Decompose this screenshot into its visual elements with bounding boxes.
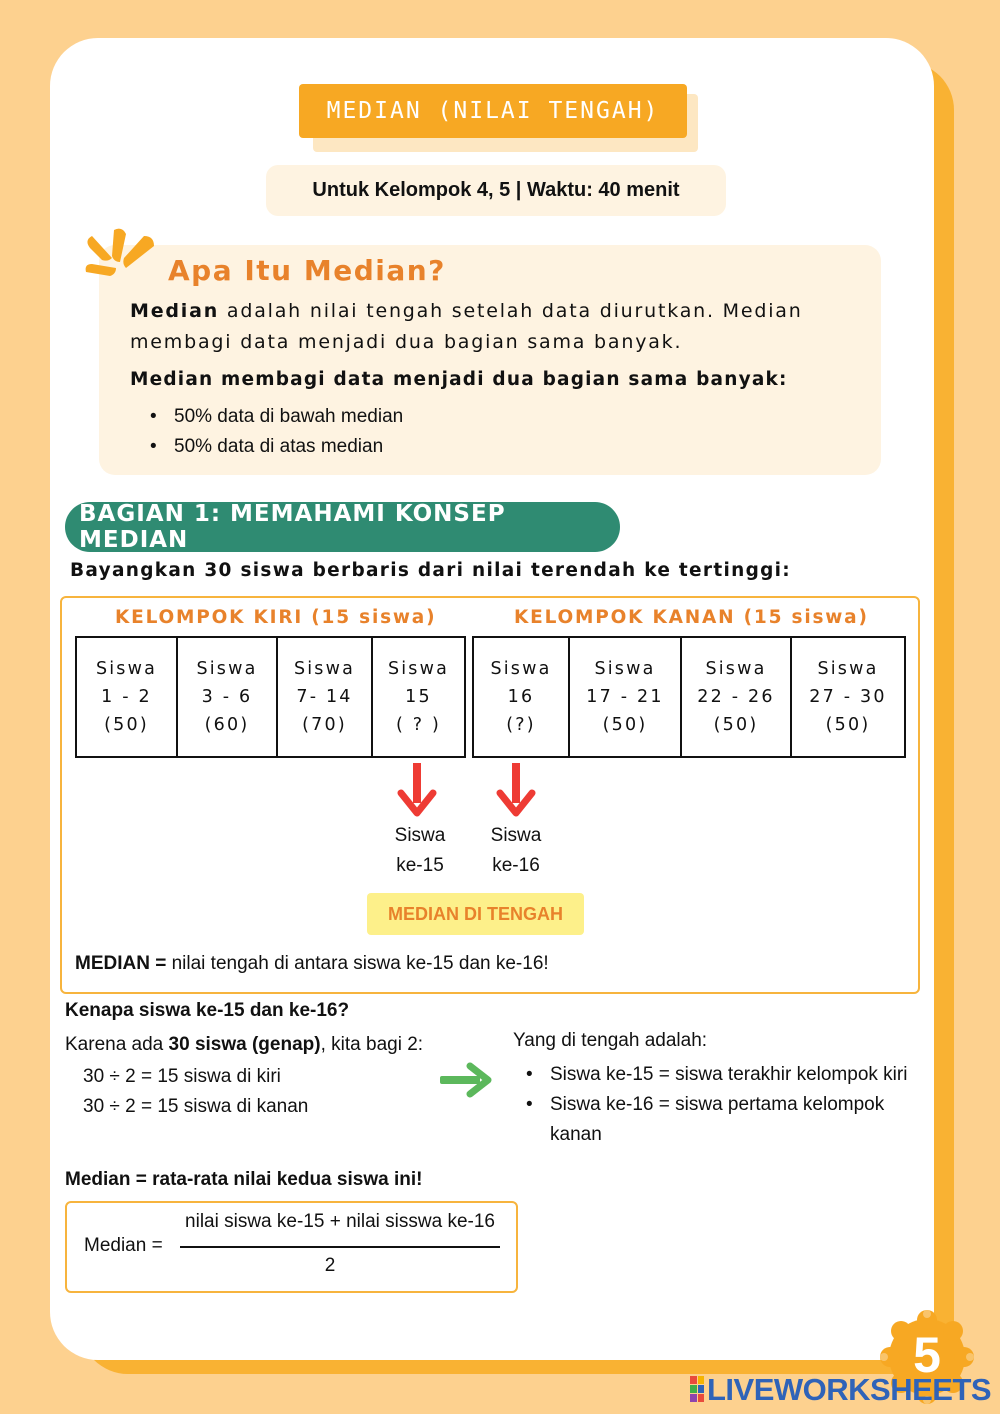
reason-text: Karena ada [65,1034,169,1055]
arrow-label-line: Siswa [490,825,542,846]
student-cell [178,638,278,756]
left-group-label: KELOMPOK KIRI (15 siswa) [115,607,437,628]
cell-line: (70) [302,715,347,735]
arrow-label-line: Siswa [394,825,446,846]
right-group-table [472,636,906,758]
page-subtitle: Untuk Kelompok 4, 5 | Waktu: 40 menit [266,165,726,216]
list-item: • 50% data di atas median [150,432,403,462]
cell-line: Siswa [817,659,879,679]
cell-line: Siswa [196,659,258,679]
middle-bullet-list [526,1060,926,1150]
page-title: MEDIAN (NILAI TENGAH) [299,84,687,138]
cell-line: 15 [405,687,432,707]
cell-line: 7- 14 [296,687,353,707]
cell-line: Siswa [490,659,552,679]
student-cell [278,638,373,756]
section-1-intro: Bayangkan 30 siswa berbaris dari nilai terendah ke tertinggi: [70,560,791,581]
cell-line: 16 [507,687,535,707]
student-cell [570,638,682,756]
fraction-bar [180,1246,500,1248]
cell-line: (50) [713,715,759,735]
why-question: Kenapa siswa ke-15 dan ke-16? [65,1000,350,1021]
formula-lhs: Median = [84,1235,163,1256]
cell-line: 3 - 6 [201,687,253,707]
arrow-label-16 [476,821,556,881]
left-group-table [75,636,466,758]
arrow-label-line: ke-15 [396,855,444,876]
burst-icon [82,226,166,292]
student-cell [682,638,792,756]
cell-line: Siswa [705,659,767,679]
calc-right: 30 ÷ 2 = 15 siswa di kanan [83,1096,309,1117]
median-definition-term: Median [130,300,220,322]
list-item: • Siswa ke-15 = siswa terakhir kelompok kiri [526,1060,926,1090]
median-definition [130,296,850,358]
reason-highlight: 30 siswa (genap) [168,1034,321,1055]
list-item: • Siswa ke-16 = siswa pertama kelompok kanan [526,1090,926,1150]
median-statement-label: MEDIAN = [75,953,167,974]
cell-line: (?) [506,715,536,735]
cell-line: 22 - 26 [697,687,775,707]
formula-title: Median = rata-rata nilai kedua siswa ini! [65,1169,423,1190]
why-reason [65,1034,423,1056]
student-cell [792,638,904,756]
cell-line: 17 - 21 [586,687,664,707]
footer-brand[interactable]: LIVEWORKSHEETS [707,1372,992,1407]
intro-subheading: Median membagi data menjadi dua bagian sama banyak: [130,369,788,390]
student-cell-15 [373,638,464,756]
arrow-label-15 [380,821,460,881]
right-group-label: KELOMPOK KANAN (15 siswa) [514,607,869,628]
cell-line: Siswa [95,659,158,679]
median-definition-text: adalah nilai tengah setelah data diurutkan. Median membagi data menjadi dua bagian sama banyak. [130,300,803,353]
cell-line: Siswa [387,659,450,679]
reason-text: , kita bagi 2: [320,1034,424,1055]
median-statement [75,953,549,975]
median-statement-text: nilai tengah di antara siswa ke-15 dan ke-16! [166,953,549,974]
median-tag: MEDIAN DI TENGAH [367,893,584,935]
cell-line: Siswa [293,659,356,679]
arrow-label-line: ke-16 [492,855,540,876]
calc-left: 30 ÷ 2 = 15 siswa di kiri [83,1066,281,1087]
intro-bullet-list [150,402,403,462]
cell-line: (50) [602,715,648,735]
middle-title: Yang di tengah adalah: [513,1030,708,1051]
cell-line: (50) [825,715,871,735]
arrow-down-icon [496,763,536,819]
intro-heading: Apa Itu Median? [168,254,446,287]
cell-line: Siswa [594,659,656,679]
page-number: 5 [913,1327,941,1383]
formula-numerator: nilai siswa ke-15 + nilai sisswa ke-16 [185,1211,495,1232]
student-cell-16 [474,638,570,756]
cell-line: 27 - 30 [809,687,887,707]
cell-line: ( ? ) [395,715,442,735]
arrow-down-icon [397,763,437,819]
liveworksheets-logo-icon [690,1376,704,1402]
cell-line: (60) [204,715,250,735]
cell-line: 1 - 2 [101,687,152,707]
list-item: • 50% data di bawah median [150,402,403,432]
student-cell [77,638,178,756]
formula-denominator: 2 [324,1255,336,1276]
arrow-right-icon [438,1062,494,1098]
cell-line: (50) [104,715,149,735]
section-1-title: BAGIAN 1: MEMAHAMI KONSEP MEDIAN [65,502,620,552]
